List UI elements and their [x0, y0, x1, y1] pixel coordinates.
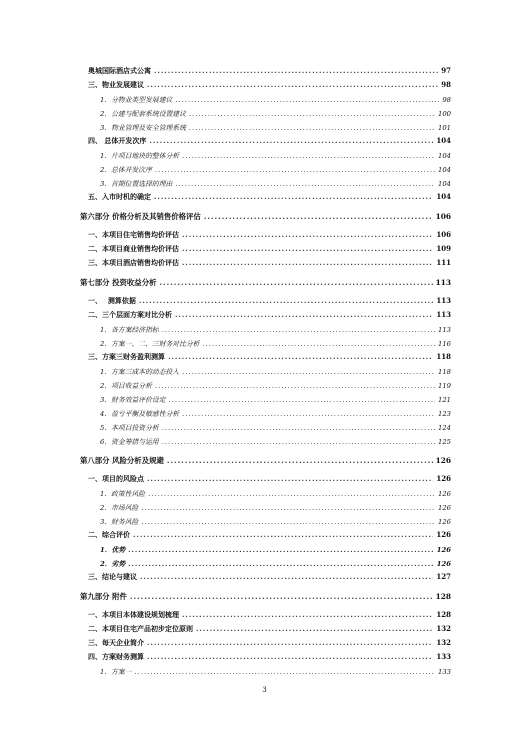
toc-page-number: 97 — [441, 66, 451, 75]
toc-entry[interactable] — [80, 408, 451, 418]
dot-leader — [154, 192, 433, 201]
toc-entry[interactable] — [80, 230, 451, 240]
dot-leader — [159, 278, 432, 287]
toc-entry-title: 第七部分 投资收益分析 — [80, 278, 157, 287]
toc-entry-title: 3．首期位置选择的理由 — [100, 180, 173, 188]
dot-leader — [182, 410, 435, 418]
toc-page-number: 104 — [438, 166, 451, 174]
toc-entry-title: 一、本项目住宅销售均价评估 — [88, 230, 179, 239]
toc-entry-title: 五、入市时机的确定 — [88, 192, 151, 201]
dot-leader — [133, 530, 433, 539]
toc-page-number: 123 — [438, 410, 451, 418]
toc-page-number: 121 — [438, 396, 451, 404]
toc-entry[interactable] — [80, 474, 451, 484]
toc-entry-title: 2．方案一、二、三财务对比分析 — [100, 340, 200, 348]
toc-entry[interactable] — [80, 436, 451, 446]
toc-page-number: 126 — [436, 530, 451, 539]
dot-leader — [182, 230, 433, 239]
toc-entry-title: 四、 总体开发次序 — [88, 136, 147, 145]
dot-leader — [182, 258, 433, 267]
dot-leader — [196, 624, 433, 633]
toc-entry-title: 一、本项目本体建设规划梳理 — [88, 610, 179, 619]
dot-leader — [162, 438, 435, 446]
dot-leader — [189, 124, 435, 132]
toc-entry[interactable] — [80, 544, 451, 554]
toc-entry[interactable] — [80, 80, 451, 90]
toc-entry-title: 2．市场风险 — [100, 504, 139, 512]
toc-entry[interactable] — [80, 352, 451, 362]
dot-leader — [175, 96, 439, 104]
dot-leader — [189, 110, 435, 118]
toc-page-number: 109 — [436, 244, 451, 253]
toc-entry[interactable] — [80, 422, 451, 432]
toc-page-number: 128 — [436, 610, 451, 619]
page-number: 3 — [262, 686, 267, 694]
toc-page-number: 104 — [438, 152, 451, 160]
dot-leader — [139, 296, 433, 305]
toc-entry-title: 1．分物业类型发展建议 — [100, 96, 173, 104]
toc-page-number: 124 — [438, 424, 451, 432]
dot-leader — [128, 546, 434, 554]
toc-page-number: 126 — [438, 490, 451, 498]
toc-entry[interactable] — [80, 150, 451, 160]
toc-entry-title: 第六部分 价格分析及其销售价格评估 — [80, 212, 201, 221]
toc-page-number: 106 — [435, 212, 451, 221]
toc-entry[interactable] — [80, 192, 451, 202]
toc-entry-title: 3．财务风险 — [100, 518, 139, 526]
toc-entry[interactable] — [80, 572, 451, 582]
toc-page-number: 98 — [441, 80, 451, 89]
dot-leader — [141, 504, 435, 512]
toc-entry[interactable] — [80, 296, 451, 306]
toc-entry-title: 一、项目的风险点 — [88, 474, 144, 483]
toc-entry[interactable] — [80, 366, 451, 376]
toc-section-heading[interactable] — [80, 211, 451, 222]
dot-leader — [167, 456, 433, 465]
dot-leader — [140, 572, 433, 581]
toc-entry-title: 二、本项目住宅产品初步定位原则 — [88, 624, 193, 633]
toc-entry[interactable] — [80, 488, 451, 498]
toc-page-number: 116 — [438, 340, 451, 348]
toc-page-number: 104 — [438, 180, 451, 188]
toc-page-number: 113 — [435, 278, 451, 287]
toc-entry-title: 一、 测算依据 — [88, 296, 136, 305]
toc-entry[interactable] — [80, 244, 451, 254]
toc-entry-title: 三、每天企业简介 — [88, 638, 144, 647]
toc-entry-title: 1．片项目地块的整体分析 — [100, 152, 180, 160]
toc-entry[interactable] — [80, 610, 451, 620]
toc-section-heading[interactable] — [80, 277, 451, 288]
toc-entry-title: 5．本项目投资分析 — [100, 424, 159, 432]
toc-page-number: 133 — [438, 668, 451, 676]
toc-entry-title: 第九部分 附件 — [80, 592, 127, 601]
toc-entry[interactable] — [80, 324, 451, 334]
toc-entry-title: 6．资金筹措与运用 — [100, 438, 159, 446]
toc-entry-title: 四、方案财务测算 — [88, 652, 144, 661]
dot-leader — [155, 382, 435, 390]
dot-leader — [130, 592, 433, 601]
toc-page-number: 119 — [438, 382, 451, 390]
dot-leader — [162, 424, 435, 432]
toc-entry-title: 1．各方案经济指标 — [100, 326, 159, 334]
toc-entry[interactable] — [80, 652, 451, 662]
toc-entry-title: 3．物业管理及安全管理系统 — [100, 124, 186, 132]
toc-page-number: 125 — [438, 438, 451, 446]
toc-page-number: 104 — [436, 192, 451, 201]
toc-entry[interactable] — [80, 530, 451, 540]
toc-page-number: 101 — [438, 124, 451, 132]
dot-leader — [155, 166, 435, 174]
toc-entry[interactable] — [80, 516, 451, 526]
toc-entry-title: 三、结论与建议 — [88, 572, 137, 581]
toc-entry[interactable] — [80, 122, 451, 132]
toc-entry[interactable] — [80, 136, 451, 146]
dot-leader — [182, 152, 435, 160]
toc-page-number: 113 — [436, 310, 451, 319]
toc-section-heading[interactable] — [80, 455, 451, 466]
toc-page-number: 133 — [436, 652, 451, 661]
dot-leader — [128, 560, 434, 568]
toc-entry[interactable] — [80, 108, 451, 118]
dot-leader — [169, 396, 436, 404]
toc-page-number: 127 — [436, 572, 451, 581]
dot-leader — [204, 212, 433, 221]
toc-entry[interactable] — [80, 666, 451, 676]
toc-page-number: 113 — [438, 326, 451, 334]
toc-page-number: 98 — [442, 96, 451, 104]
toc-entry-title: 1．方案一 — [100, 668, 132, 676]
toc-entry-title: 1．政策性风险 — [100, 490, 146, 498]
toc-entry[interactable] — [80, 394, 451, 404]
toc-entry-title: 1．优势 — [100, 546, 126, 554]
toc-page-number: 104 — [436, 136, 451, 145]
toc-page-number: 113 — [436, 296, 451, 305]
toc-entry[interactable] — [80, 164, 451, 174]
toc-entry[interactable] — [80, 258, 451, 268]
toc-page-number: 126 — [436, 560, 451, 568]
toc-entry[interactable] — [80, 338, 451, 348]
dot-leader — [162, 326, 435, 334]
toc-entry[interactable] — [80, 310, 451, 320]
toc-page-number: 128 — [435, 592, 451, 601]
toc-page-number: 118 — [436, 352, 451, 361]
toc-section-heading[interactable] — [80, 591, 451, 602]
dot-leader — [182, 610, 433, 619]
toc-page-number: 126 — [435, 456, 451, 465]
toc-entry-title: 3．财务效益评价设定 — [100, 396, 166, 404]
dot-leader — [141, 518, 435, 526]
toc-entry-title: 4．盈亏平衡及敏感性分析 — [100, 410, 180, 418]
toc-entry[interactable] — [80, 502, 451, 512]
toc-entry-title: 二、本项目商业销售均价评估 — [88, 244, 179, 253]
toc-entry-title: 第八部分 风险分析及规避 — [80, 456, 164, 465]
dot-leader — [182, 244, 433, 253]
dot-leader — [168, 352, 433, 361]
dot-leader — [147, 474, 433, 483]
dot-leader — [154, 66, 438, 75]
toc-page-number: 132 — [436, 624, 451, 633]
toc-entry[interactable] — [80, 380, 451, 390]
toc-page-number: 126 — [438, 504, 451, 512]
dot-leader — [147, 80, 438, 89]
dot-leader — [182, 368, 435, 376]
toc-page-number: 106 — [436, 230, 451, 239]
toc-entry-title: 2．公建与配套系统设置建议 — [100, 110, 186, 118]
toc-entry-title: 二、三个层面方案对比分析 — [88, 310, 172, 319]
dot-leader — [149, 136, 433, 145]
dot-leader — [147, 638, 433, 647]
toc-entry[interactable] — [80, 94, 451, 104]
toc-entry[interactable] — [80, 178, 451, 188]
dot-leader — [175, 180, 435, 188]
toc-entry-title: 三、本项目酒店销售均价评估 — [88, 258, 179, 267]
toc-entry-title: 三、物业发展建议 — [88, 80, 144, 89]
toc-page-number: 126 — [436, 474, 451, 483]
toc-entry-title: 二、综合评价 — [88, 530, 130, 539]
toc-page-number: 100 — [438, 110, 451, 118]
toc-entry-title: 奥城国际酒店式公寓 — [88, 66, 151, 75]
dot-leader — [147, 652, 433, 661]
dot-leader — [175, 310, 433, 319]
toc-entry-title: 2．总体开发次序 — [100, 166, 152, 174]
toc-entry[interactable] — [80, 638, 451, 648]
dot-leader — [202, 340, 435, 348]
dot-leader — [148, 490, 435, 498]
toc-page-number: 118 — [438, 368, 451, 376]
toc-page-number: 132 — [436, 638, 451, 647]
toc-entry-title: 1．方案三成本的动态投入 — [100, 368, 180, 376]
toc-page-number: 126 — [438, 518, 451, 526]
toc-page-number: 126 — [436, 546, 451, 554]
toc-entry-title: 2．项目收益分析 — [100, 382, 152, 390]
toc-entry[interactable] — [80, 66, 451, 76]
toc-entry-title: 三、方案三财务盈利测算 — [88, 352, 165, 361]
toc-entry-title: 2．劣势 — [100, 560, 126, 568]
dot-leader — [135, 668, 436, 676]
toc-entry[interactable] — [80, 558, 451, 568]
toc-entry[interactable] — [80, 624, 451, 634]
toc-page-number: 111 — [436, 258, 451, 267]
